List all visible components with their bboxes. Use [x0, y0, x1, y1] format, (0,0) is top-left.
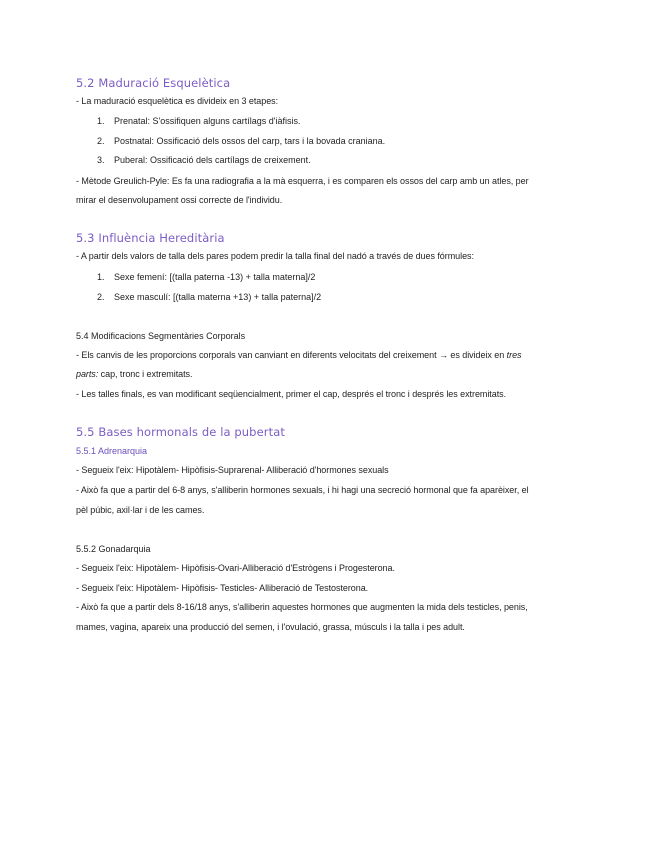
stage-item [97, 155, 311, 165]
proportions-italic: parts: [76, 369, 99, 379]
list-text: Puberal: Ossificació dels cartílags de creixement. [114, 155, 311, 165]
list-number: 3. [97, 155, 105, 165]
gonadarche-line-1: - Segueix l'eix: Hipotàlem- Hipòfisis-Ovari-Alliberació d'Estrògens i Progesterona. [76, 563, 395, 573]
list-number: 1. [97, 272, 105, 282]
subsection-title-5-5-2: 5.5.2 Gonadarquia [76, 544, 151, 554]
list-text: Sexe femení: [(talla paterna -13) + talla materna]/2 [114, 272, 316, 282]
gonadarche-line-3: - Això fa que a partir dels 8-16/18 anys, s'alliberin aquestes hormones que augmenten la mida dels testicles, penis, [76, 602, 528, 612]
section-title-5-4: 5.4 Modificacions Segmentàries Corporals [76, 331, 246, 341]
greulich-line-2: mirar el desenvolupament ossi correcte de l'individu. [76, 195, 283, 205]
section-title-5-3: 5.3 Influència Hereditària [76, 231, 225, 245]
adrenarche-line-1: - Segueix l'eix: Hipotàlem- Hipòfisis-Suprarenal- Alliberació d'hormones sexuals [76, 465, 389, 475]
gonadarche-line-4: mames, vagina, apareix una producció del semen, i l'ovulació, grassa, músculs i la talla i pes adult. [76, 622, 465, 632]
formula-item [97, 292, 321, 302]
proportions-text: cap, tronc i extremitats. [98, 369, 193, 379]
greulich-line-1: - Mètode Greulich-Pyle: Es fa una radiografia a la mà esquerra, i es comparen els ossos del carp amb un atles, per [76, 176, 529, 186]
list-text: Postnatal: Ossificació dels ossos del carp, tars i la bovada craniana. [114, 136, 386, 146]
adrenarche-line-2: - Això fa que a partir del 6-8 anys, s'alliberin hormones sexuals, i hi hagi una secreció hormonal que fa aparèixer, el [76, 485, 529, 495]
gonadarche-line-2: - Segueix l'eix: Hipotàlem- Hipòfisis- Testicles- Alliberació de Testosterona. [76, 583, 369, 593]
proportions-line-3: - Les talles finals, es van modificant seqüencialment, primer el cap, després el tronc i després les extremitats. [76, 389, 507, 399]
proportions-line-1 [76, 350, 521, 360]
stage-item [97, 116, 301, 126]
list-number: 1. [97, 116, 105, 126]
list-number: 2. [97, 136, 105, 146]
maturation-intro: - La maduració esquelètica es divideix en 3 etapes: [76, 96, 279, 106]
proportions-italic: tres [506, 350, 522, 360]
stage-item [97, 136, 385, 146]
proportions-line-2 [76, 369, 192, 379]
list-text: Sexe masculí: [(talla materna +13) + talla paterna]/2 [114, 292, 322, 302]
subsection-title-5-5-1: 5.5.1 Adrenarquia [76, 446, 148, 456]
list-number: 2. [97, 292, 105, 302]
adrenarche-line-3: pèl púbic, axil·lar i de les cames. [76, 505, 205, 515]
formula-item [97, 272, 315, 282]
list-text: Prenatal: S'ossifiquen alguns cartílags d'iàfisis. [114, 116, 301, 126]
section-title-5-5: 5.5 Bases hormonals de la pubertat [76, 425, 285, 439]
heredity-intro: - A partir dels valors de talla dels pares podem predir la talla final del nadó a través de dues fórmules: [76, 251, 474, 261]
section-title-5-2: 5.2 Maduració Esquelètica [76, 76, 231, 90]
proportions-text: - Els canvis de les proporcions corporals van canviant en diferents velocitats del creixement → es divideix en [76, 350, 507, 360]
